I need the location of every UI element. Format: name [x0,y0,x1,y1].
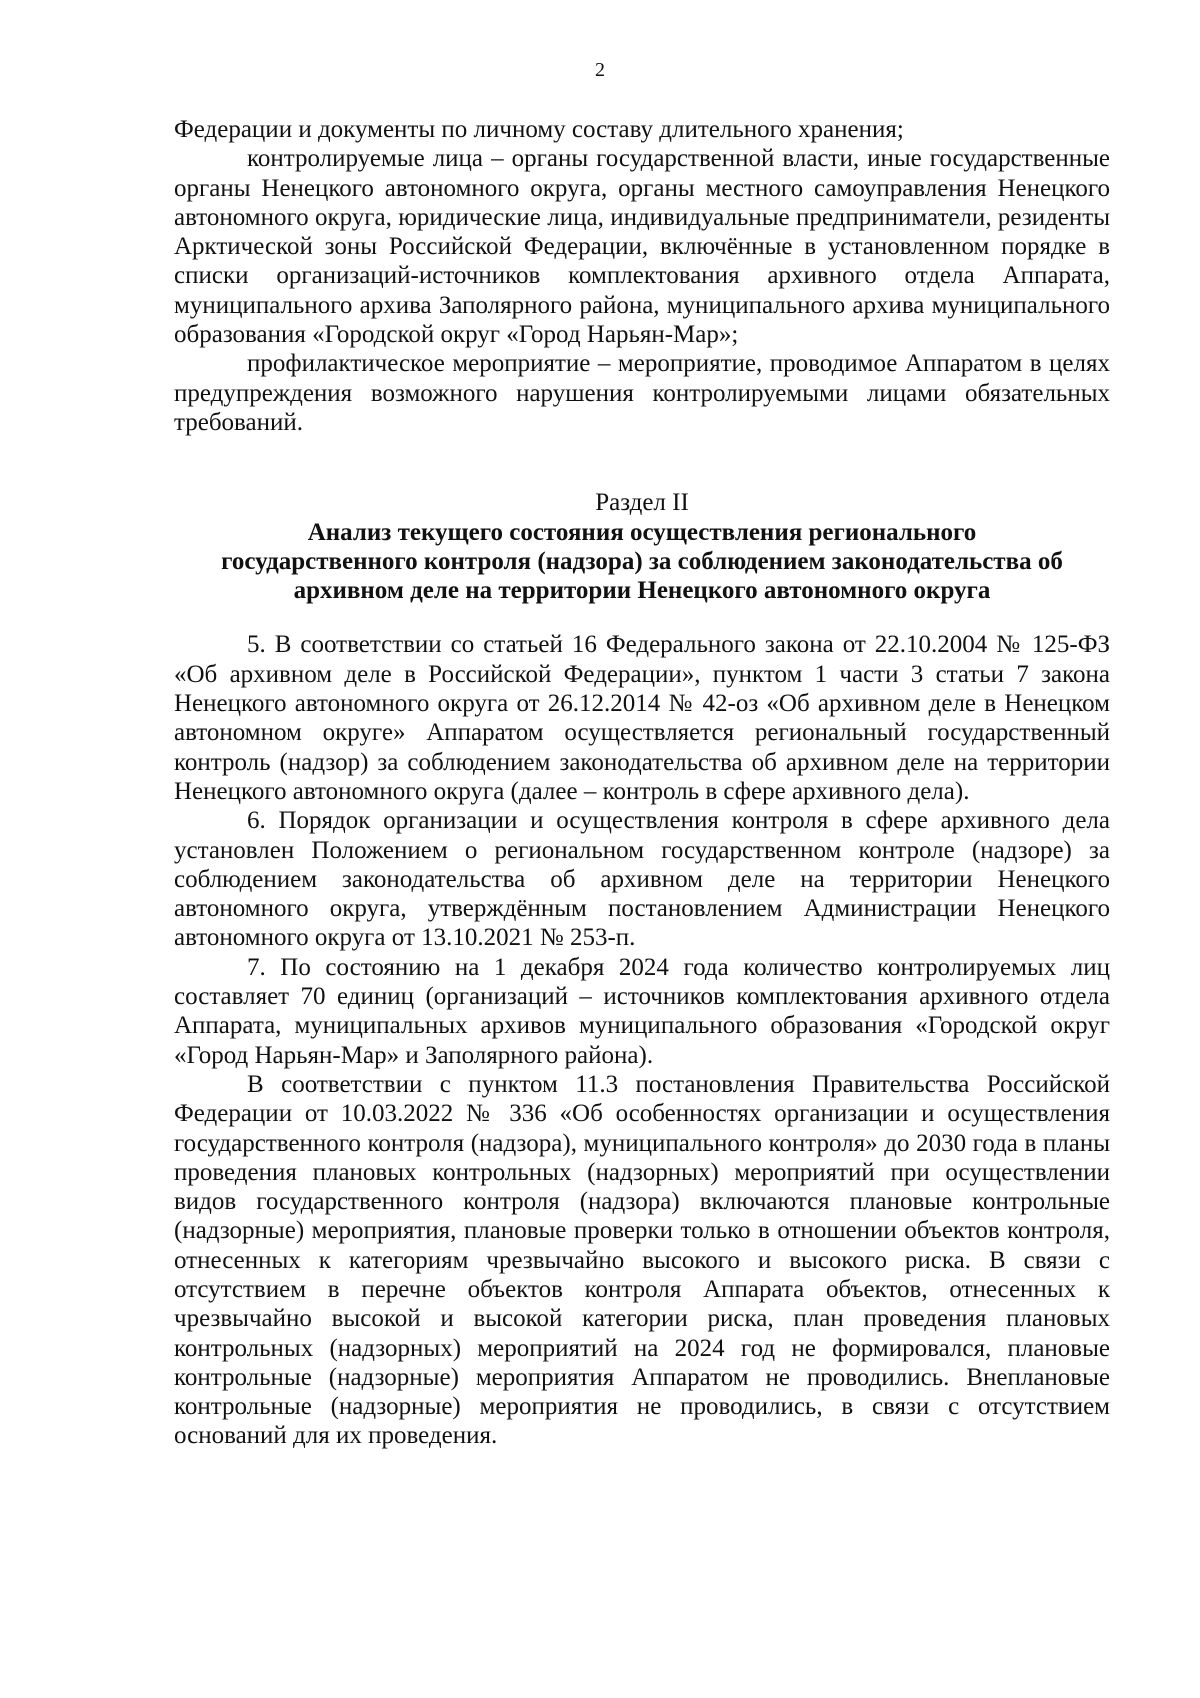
definition-preventive-measure: профилактическое мероприятие – мероприятие, проводимое Аппаратом в целях предупреждения возможного нарушения контролируемыми лицами обязательных требований. [174,350,1110,436]
document-body [174,115,1110,1451]
definition-controlled-persons: контролируемые лица – органы государственной власти, иные государственные органы Ненецкого автономного округа, органы местного самоуправления Ненецкого автономного округа, юридические лица, индивидуальные предприниматели, резиденты Арктической зоны Российской Федерации, включённые в установленном порядке в списки организаций-источников комплектования архивного отдела Аппарата, муниципального архива Заполярного района, муниципального архива муниципального образования «Городской округ «Город Нарьян-Мар»; [174,145,1110,349]
paragraph-5: 5. В соответствии со статьей 16 Федерального закона от 22.10.2004 № 125-ФЗ «Об архивном деле в Российской Федерации», пунктом 1 части 3 статьи 7 закона Ненецкого автономного округа от 26.12.2014 № 42-оз «Об архивном деле в Ненецком автономном округе» Аппаратом осуществляется региональный государственный контроль (надзор) за соблюдением законодательства об архивном деле на территории Ненецкого автономного округа (далее – контроль в сфере архивного дела). [174,631,1110,805]
section-title-spacer [174,605,1110,630]
paragraph-6: 6. Порядок организации и осуществления контроля в сфере архивного дела установлен Положением о региональном государственном контроле (надзоре) за соблюдением законодательства об архивном деле на территории Ненецкого автономного округа, утверждённым постановлением Администрации Ненецкого автономного округа от 13.10.2021 № 253-п. [174,807,1110,952]
page-number: 2 [595,59,605,81]
paragraph-planned-measures: В соответствии с пунктом 11.3 постановления Правительства Российской Федерации от 10.03.2022 № 336 «Об особенностях организации и осуществления государственного контроля (надзора), муниципального контроля» до 2030 года в планы проведения плановых контрольных (надзорных) мероприятий при осуществлении видов государственного контроля (надзора) включаются плановые контрольные (надзорные) мероприятия, плановые проверки только в отношении объектов контроля, отнесенных к категориям чрезвычайно высокого и высокого риска. В связи с отсутствием в перечне объектов контроля Аппарата объектов, отнесенных к чрезвычайно высокой и высокой категории риска, план проведения плановых контрольных (надзорных) мероприятий на 2024 год не формировался, плановые контрольные (надзорные) мероприятия Аппаратом не проводились. Внеплановые контрольные (надзорные) мероприятия не проводились, в связи с отсутствием оснований для их проведения. [174,1070,1110,1450]
section-title: Анализ текущего состояния осуществления регионального государственного контроля (надзора) за соблюдением законодательства об архивном деле на территории Ненецкого автономного округа [221,518,1063,605]
section-spacer [174,437,1110,488]
paragraph-7: 7. По состоянию на 1 декабря 2024 года количество контролируемых лиц составляет 70 единиц (организаций – источников комплектования архивного отдела Аппарата, муниципальных архивов муниципального образования «Городской округ «Город Нарьян-Мар» и Заполярного района). [174,953,1110,1069]
intro-paragraph-continuation: Федерации и документы по личному составу длительного хранения; [174,116,904,143]
section-label: Раздел II [595,489,689,517]
section-header [174,488,1110,605]
